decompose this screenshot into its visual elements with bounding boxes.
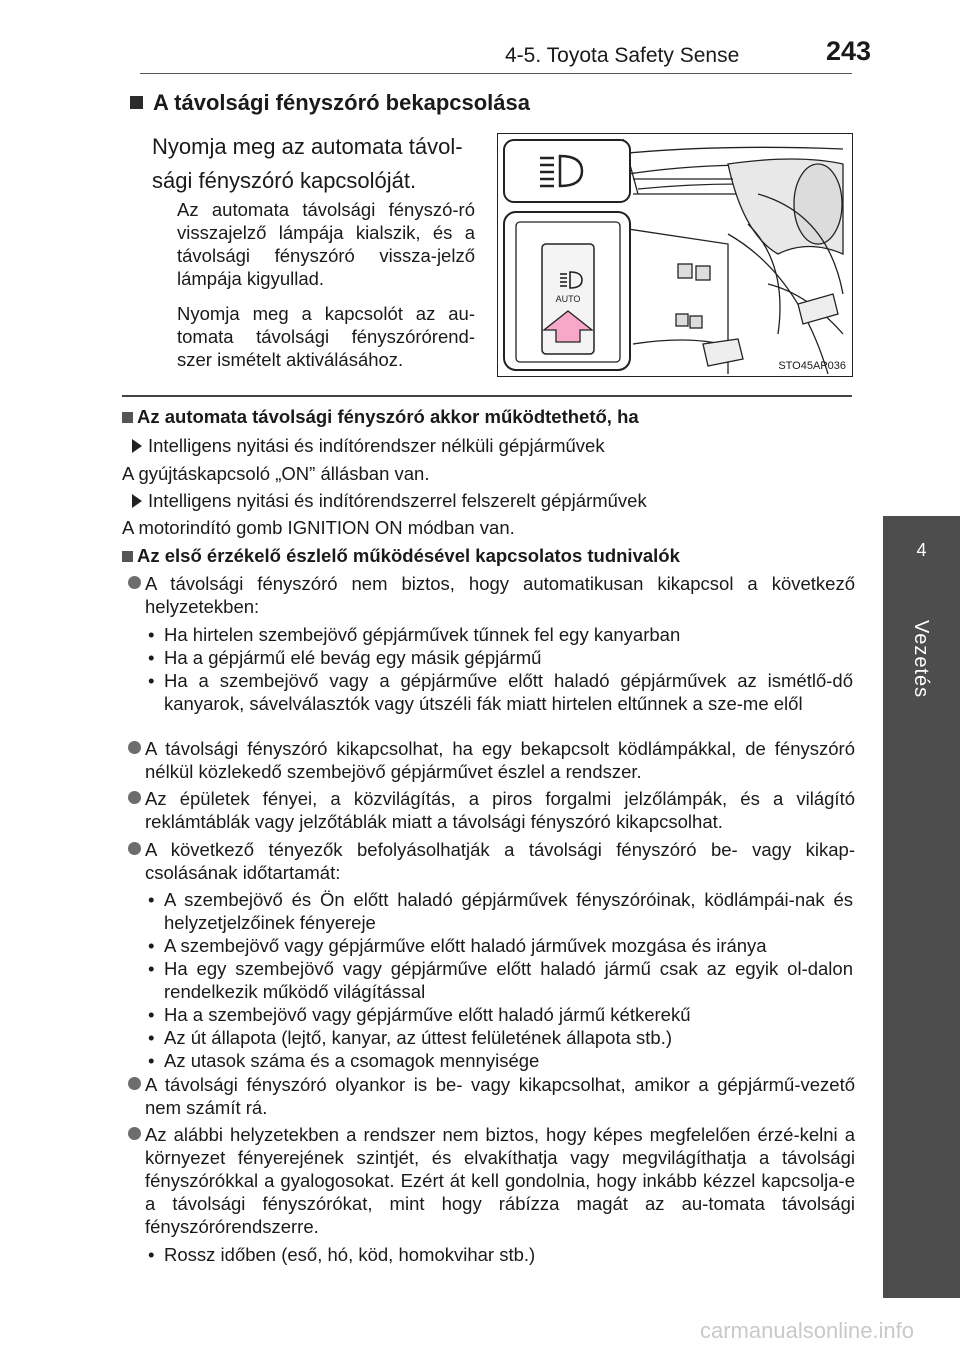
round-bullet-icon [128,741,141,754]
chapter-label: Vezetés [910,620,932,699]
sub-list-item: • A szembejövő és Ön előtt haladó gépjárművek fényszóróinak, ködlámpái-nak és helyzetjelzőinek fényereje [148,889,853,933]
list-item: A távolsági fényszóró nem biztos, hogy automatikusan kikapcsol a következő helyzetekben: [128,572,855,618]
note-text: Az automata távolsági fényszó-ró visszajelző lámpája kialszik, és a távolsági fényszóró vissza-jelző lámpája kigyullad. [177,199,475,289]
list-item: Az alábbi helyzetekben a rendszer nem biztos, hogy képes megfelelően érzé-kelni a környezet fényerejének szintjét, és elvakíthatja vagy megvilágíthatja a távolsági fényszórókkal a gyalogosokat. Ezért át kell gondolnia, hogy inkább kézzel kapcsolja-e a távolsági fényszórókat, mint hogy rábízza magát az au-tomata távolsági fényszórórendszerre. [128,1123,855,1238]
dashboard-illustration [497,133,853,377]
square-bullet-icon [122,551,133,562]
vehicle-variant: Intelligens nyitási és indítórendszerrel felszerelt gépjárművek [122,489,857,512]
round-bullet-icon [128,576,141,589]
sub-list-item: • Az utasok száma és a csomagok mennyisége [148,1050,540,1071]
square-bullet-icon [122,412,133,423]
round-bullet-icon [128,791,141,804]
watermark: carmanualsonline.info [700,1318,915,1343]
list-item: Az épületek fényei, a közvilágítás, a piros forgalmi jelzőlámpák, és a világító reklámtáblák vagy jelzőtáblák miatt a távolsági fényszóró kikapcsolhat. [128,787,855,833]
triangle-bullet-icon [132,494,142,508]
note-text: Nyomja meg a kapcsolót az au-tomata távolsági fényszórórend-szer ismételt aktiválásához. [177,303,475,370]
round-bullet-icon [128,1077,141,1090]
figure-code: STO45AP036 [778,360,846,372]
sub-list-item: • Rossz időben (eső, hó, köd, homokvihar stb.) [148,1244,536,1265]
separator-rule [122,395,852,397]
chapter-tab [883,516,960,1298]
subsection-title: Az első érzékelő észlelő működésével kapcsolatos tudnivalók [122,544,857,567]
square-bullet-icon [130,96,143,109]
sub-list-item: • Ha a szembejövő vagy gépjárműve előtt haladó jármű kétkerekű [148,1004,691,1025]
round-bullet-icon [128,842,141,855]
round-bullet-icon [128,1127,141,1140]
list-item: A távolsági fényszóró olyankor is be- vagy kikapcsolhat, amikor a gépjármű-vezető nem számít rá. [128,1073,855,1119]
sub-list-item: • A szembejövő vagy gépjárműve előtt haladó járművek mozgása és iránya [148,935,767,956]
header-rule [140,73,852,74]
sub-list-item: • Ha a gépjármű elé bevág egy másik gépjármű [148,647,542,668]
list-item: A következő tényezők befolyásolhatják a távolsági fényszóró be- vagy kikap-csolásának időtartamát: [128,838,855,884]
page-number: 243 [826,36,872,66]
dashboard-drawing [498,134,851,375]
subsection-title: Az automata távolsági fényszóró akkor működtethető, ha [122,405,857,428]
section-heading: A távolsági fényszóró bekapcsolása [130,90,530,116]
section-title: 4-5. Toyota Safety Sense [505,44,740,67]
sub-list-item: • Az út állapota (lejtő, kanyar, az úttest felületének állapota stb.) [148,1027,673,1048]
instruction-text: Nyomja meg az automata távol-sági fényszóró kapcsolóját. [152,134,463,193]
chapter-number: 4 [916,540,927,560]
vehicle-variant: Intelligens nyitási és indítórendszer nélküli gépjárművek [122,434,857,457]
triangle-bullet-icon [132,439,142,453]
auto-label: AUTO [555,294,581,304]
condition-text: A gyújtáskapcsoló „ON” állásban van. [122,463,430,484]
sub-list-item: • Ha egy szembejövő vagy gépjárműve előtt haladó jármű csak az egyik ol-dalon rendelkezik működő világítással [148,958,853,1002]
list-item: A távolsági fényszóró kikapcsolhat, ha egy bekapcsolt ködlámpákkal, de fényszóró nélkül közlekedő szembejövő gépjárművet észlel a rendszer. [128,737,855,783]
sub-list-item: • Ha a szembejövő vagy a gépjárműve előtt haladó gépjárművek az ismétlő-dő kanyarok, sávelválasztók vagy útszéli fák miatt hirtelen eltűnnek a sze-me elől [148,670,853,714]
condition-text: A motorindító gomb IGNITION ON módban van. [122,517,515,538]
sub-list-item: • Ha hirtelen szembejövő gépjárművek tűnnek fel egy kanyarban [148,624,681,645]
